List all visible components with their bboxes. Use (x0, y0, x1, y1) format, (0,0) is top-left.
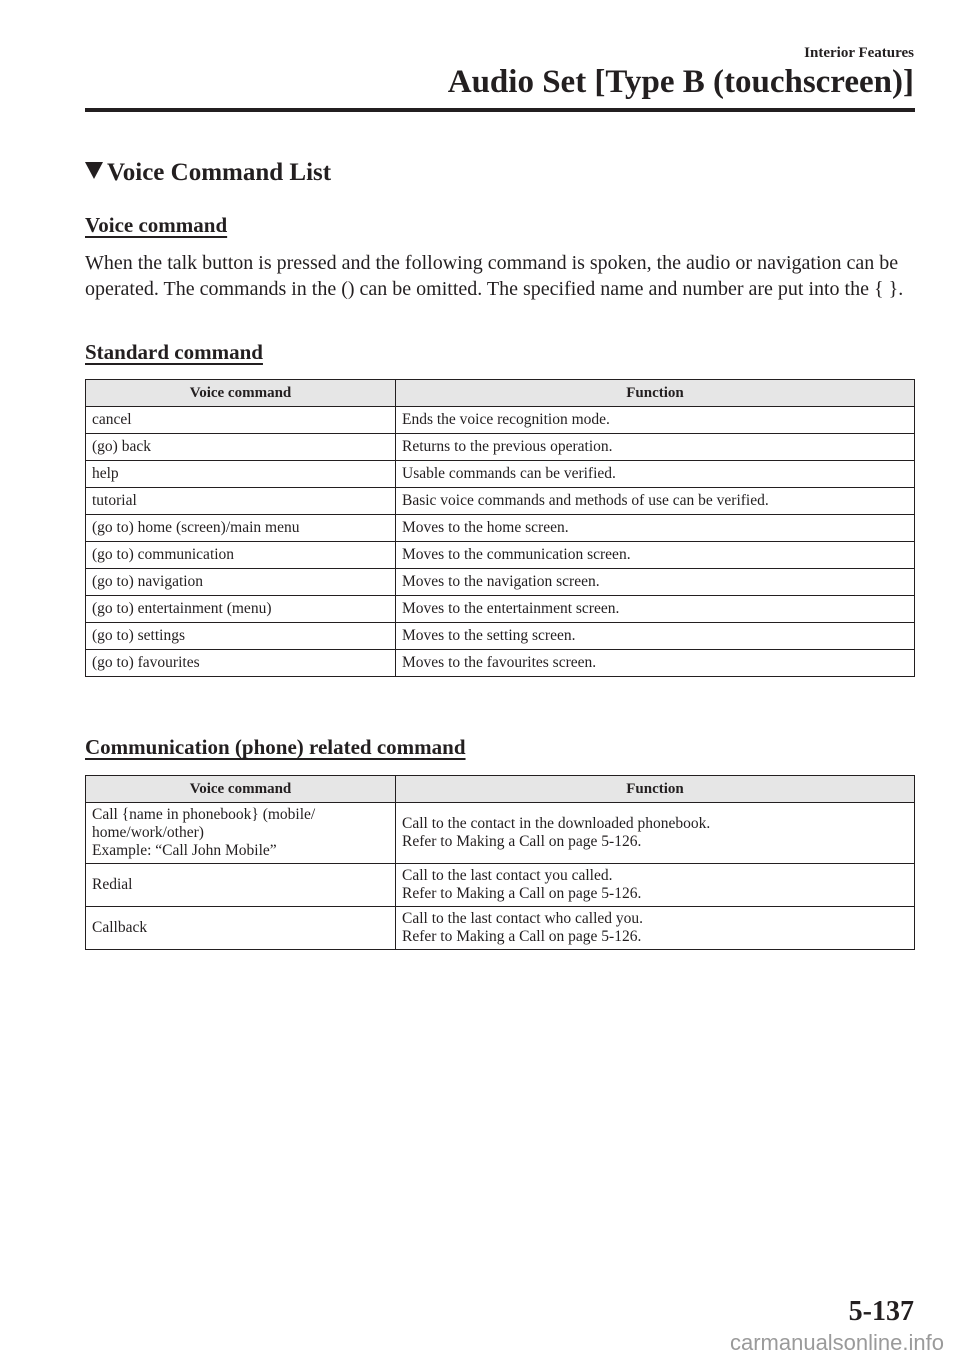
voice-command-cell: (go) back (86, 434, 396, 461)
communication-command-heading: Communication (phone) related command (85, 735, 466, 759)
section-title (85, 158, 331, 188)
table-row (86, 515, 915, 542)
function-cell: Usable commands can be verified. (396, 461, 915, 488)
function-cell: Call to the contact in the downloaded phonebook. Refer to Making a Call on page 5-126. (396, 803, 915, 864)
table-row (86, 488, 915, 515)
function-cell: Moves to the setting screen. (396, 623, 915, 650)
function-cell: Call to the last contact who called you. Refer to Making a Call on page 5-126. (396, 907, 915, 950)
communication-command-table (85, 775, 915, 950)
function-cell: Moves to the navigation screen. (396, 569, 915, 596)
function-cell: Moves to the communication screen. (396, 542, 915, 569)
table-row (86, 569, 915, 596)
standard-command-table (85, 379, 915, 677)
voice-command-cell: (go to) favourites (86, 650, 396, 677)
voice-command-cell: help (86, 461, 396, 488)
column-header-function: Function (396, 776, 915, 803)
table-row (86, 596, 915, 623)
function-cell: Ends the voice recognition mode. (396, 407, 915, 434)
function-cell: Call to the last contact you called. Refer to Making a Call on page 5-126. (396, 864, 915, 907)
table-row (86, 461, 915, 488)
table-row (86, 407, 915, 434)
column-header-command: Voice command (86, 380, 396, 407)
voice-command-cell: tutorial (86, 488, 396, 515)
voice-command-cell: Redial (86, 864, 396, 907)
function-cell: Returns to the previous operation. (396, 434, 915, 461)
voice-command-cell: (go to) home (screen)/main menu (86, 515, 396, 542)
voice-command-cell: (go to) navigation (86, 569, 396, 596)
page-number: 5-137 (848, 1296, 914, 1327)
intro-paragraph: When the talk button is pressed and the following command is spoken, the audio or navigation can be operated. The commands in the () can be omitted. The specified name and number are put into the { }. (85, 252, 904, 300)
table-row (86, 907, 915, 950)
column-header-function: Function (396, 380, 915, 407)
function-cell: Moves to the entertainment screen. (396, 596, 915, 623)
voice-command-cell: (go to) communication (86, 542, 396, 569)
page-header (448, 44, 914, 101)
voice-command-cell: Callback (86, 907, 396, 950)
table-row (86, 650, 915, 677)
voice-command-cell: (go to) settings (86, 623, 396, 650)
section-title-text: Voice Command List (107, 159, 332, 186)
function-cell: Moves to the favourites screen. (396, 650, 915, 677)
column-header-command: Voice command (86, 776, 396, 803)
chapter-label: Interior Features (804, 45, 914, 61)
watermark: carmanualsonline.info (729, 1330, 944, 1355)
function-cell: Moves to the home screen. (396, 515, 915, 542)
voice-command-subhead: Voice command (85, 213, 228, 237)
table-row (86, 864, 915, 907)
voice-command-cell: cancel (86, 407, 396, 434)
page-title: Audio Set [Type B (touchscreen)] (447, 64, 914, 100)
table-row (86, 542, 915, 569)
table-row (86, 434, 915, 461)
standard-command-heading: Standard command (85, 340, 263, 364)
voice-command-cell: (go to) entertainment (menu) (86, 596, 396, 623)
table-row (86, 623, 915, 650)
table-header-row (86, 776, 915, 803)
function-cell: Basic voice commands and methods of use can be verified. (396, 488, 915, 515)
voice-command-cell: Call {name in phonebook} (mobile/ home/work/other) Example: “Call John Mobile” (86, 803, 396, 864)
table-row (86, 803, 915, 864)
table-header-row (86, 380, 915, 407)
header-rule (85, 108, 915, 112)
triangle-down-icon (85, 162, 103, 179)
